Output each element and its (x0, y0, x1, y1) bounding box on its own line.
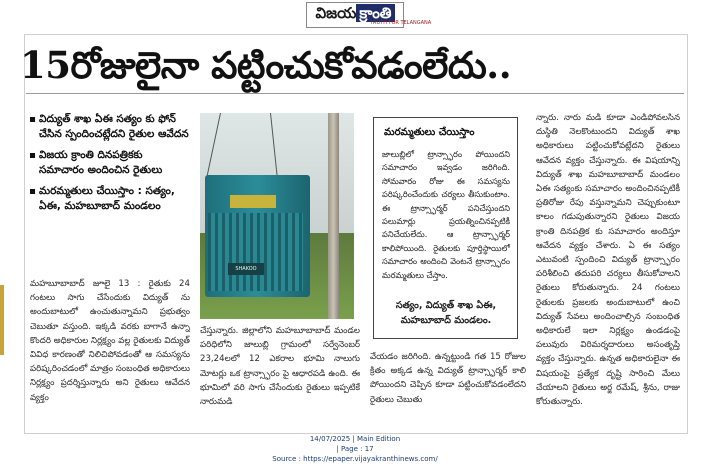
transformer-photo (200, 113, 354, 319)
column-2-text: చేస్తున్నారు. జిల్లాలోని మహబూబాబాద్ మండల పరిధిలోని జాలుబ్లి గ్రామంలో సర్వేనెంబర్ 23,24లలో 12 ఎకరాల భూమి నాలుగు మోటర్లు ఒక ట్రాన్స్ఫారం పై ఆధారపడి ఉంది. ఈ భూమిలో వరి సాగు చేసేందుకు రైతులు ఇప్పటికే నారుమడి (200, 326, 360, 408)
page-edge-strip (0, 285, 4, 355)
highlight-bullets (30, 112, 190, 220)
edition-date: 14/07/2025 | Main Edition (309, 435, 401, 443)
bullet-point: విజయ క్రాంతి దినపత్రికకు సమాచారం అందించిన రైతులు (30, 148, 190, 178)
source-link[interactable]: Source : https://epaper.vijayakranthinews.com/ (272, 455, 438, 463)
bullet-point: మరమ్మతులు చేయిస్తాం : సత్యం, ఏఈ, మహబూబాద్ మండలం (30, 184, 190, 214)
column-3-text: వేయడం జరిగింది. ఉన్నట్టుండి గత 15 రోజుల క్రితం అక్కడ ఉన్న విద్యుత్ ట్రాన్స్ఫార్మర్ కాలి పోయిందని చెప్పిన కూడా పట్టించుకోవడంలేదని రైతులు చెబుతు (370, 352, 526, 405)
bullet-point: విద్యుత్ శాఖ ఏఈ సత్యం కు ఫోన్ చేసిన స్పందించట్లేదని రైతుల ఆవేదన (30, 112, 190, 142)
masthead (0, 0, 710, 30)
signature-line-1: సత్యం, విద్యుత్ శాఖ ఏఈ, (395, 300, 497, 311)
column-4-text: న్నారు. నారు మడి కూడా ఎండిపోవలసిన దుస్థితి నెలకొంటుందని విద్యుత్ శాఖ అధికారులు పట్టించుకోవట్లేదని రైతులు ఆవేదన వ్యక్తం చేస్తున్నారు. ఈ విషయాన్ని విద్యుత్ శాఖ మహబూబాబాద్ మండలం ఏఈ సత్యంకు సమాచారం అందించినప్పటికీ ప్రతిరోజు రేపు వస్తున్నామని చెప్పుకుంటూ కాలం గడుపుతున్నారని రైతులు విజయ క్రాంతి దినపత్రిక కు సమాచారం అందిస్తూ ఆవేదన వ్యక్తం చేశారు. ఏ ఈ సత్యం ఎటువంటి స్పందించి విద్యుత్ ట్రాన్స్ఫారం పరిశీలించి తదుపరి చర్యలు తీసుకోవాలని రైతులు కోరుతున్నారు. 24 గంటలు రైతులకు ప్రజలకు అందుబాటులో ఉంచి విద్యుత్ సేవలు అందించాల్సిన సంబంధిత అధికారులే ఇలా నిర్లక్ష్యం ఉండడంపై పలువురు విరిమర్శదారులు అసంతృప్తి వ్యక్తం చేస్తున్నారు. ఉన్నత అధికారులైనా ఈ విషయంపై ప్రత్యేక దృష్టి సారించి మేలు చేయాలని రైతులు అర్జ రమేష్, శ్రీను, రాజు కోరుతున్నారు. (536, 113, 680, 408)
column-1-text: మహబూబాబాద్ జూలై 13 : రైతుకు 24 గంటలు సాగు చేసేందుకు విద్యుత్ ను అందుబాటులో ఉంచుతున్నామని ప్రభుత్వం చెబుతూ వస్తుంది. ఇక్కడి వరకు బాగానే ఉన్నా కొందరి అధికారుల నిర్లక్ష్యం వల్ల రైతులకు విద్యుత్ వివిధ కారణంతో నిలిచిపోవడంతో ఆ సమస్యను పరిష్కరించడంలో మాత్రం సంబంధిత అధికారులు నిర్లక్ష్యం ప్రదర్శిస్తున్నారు అని రైతులు ఆవేదన వ్యక్తం (30, 279, 190, 403)
transformer-plate (230, 195, 276, 208)
transformer-fins (208, 213, 303, 291)
quote-box-body: జాలుబ్లిలో ట్రాన్స్ఫారం పోయిందని సమాచారం ఇవ్వడం జరిగింది. సోమవారం రోజు ఈ సమస్యను పరిష్కరించేందుకు చర్యలు తీసుకుంటాం. ఈ ట్రాన్స్ఫార్మర్ పనిచేస్తుందని పలుమార్లు ప్రయత్నించినప్పటికీ పనిచేయలేదు. ఆ ట్రాన్స్ఫార్మర్ కాలిపోయింది. రైతులకు పూర్తిస్థాయిలో సమాచారం అందించి వెంటనే ట్రాన్స్ఫారం మరమ్మతులు చేస్తాం. (382, 149, 510, 280)
transformer-nameplate: SHAKOO (228, 263, 264, 275)
quote-box-title: మరమ్మతులు చేయిస్తాం (384, 127, 475, 138)
headline-divider (26, 93, 684, 94)
official-quote-box (373, 117, 518, 339)
page-number: | Page : 17 (336, 445, 374, 453)
clipping-footer (0, 434, 710, 464)
photo-pole (328, 113, 339, 319)
signature-line-2: మహబూబాద్ మండలం. (400, 315, 492, 326)
quote-box-signature (380, 298, 512, 328)
logo-highlight: క్రాంతి (356, 4, 394, 22)
article-headline: 15రోజులైనా పట్టించుకోవడంలేదు.. (20, 43, 512, 87)
logo-text: విజయ (315, 4, 357, 22)
logo-tagline: TRUTH FOR TELANGANA (370, 20, 432, 26)
